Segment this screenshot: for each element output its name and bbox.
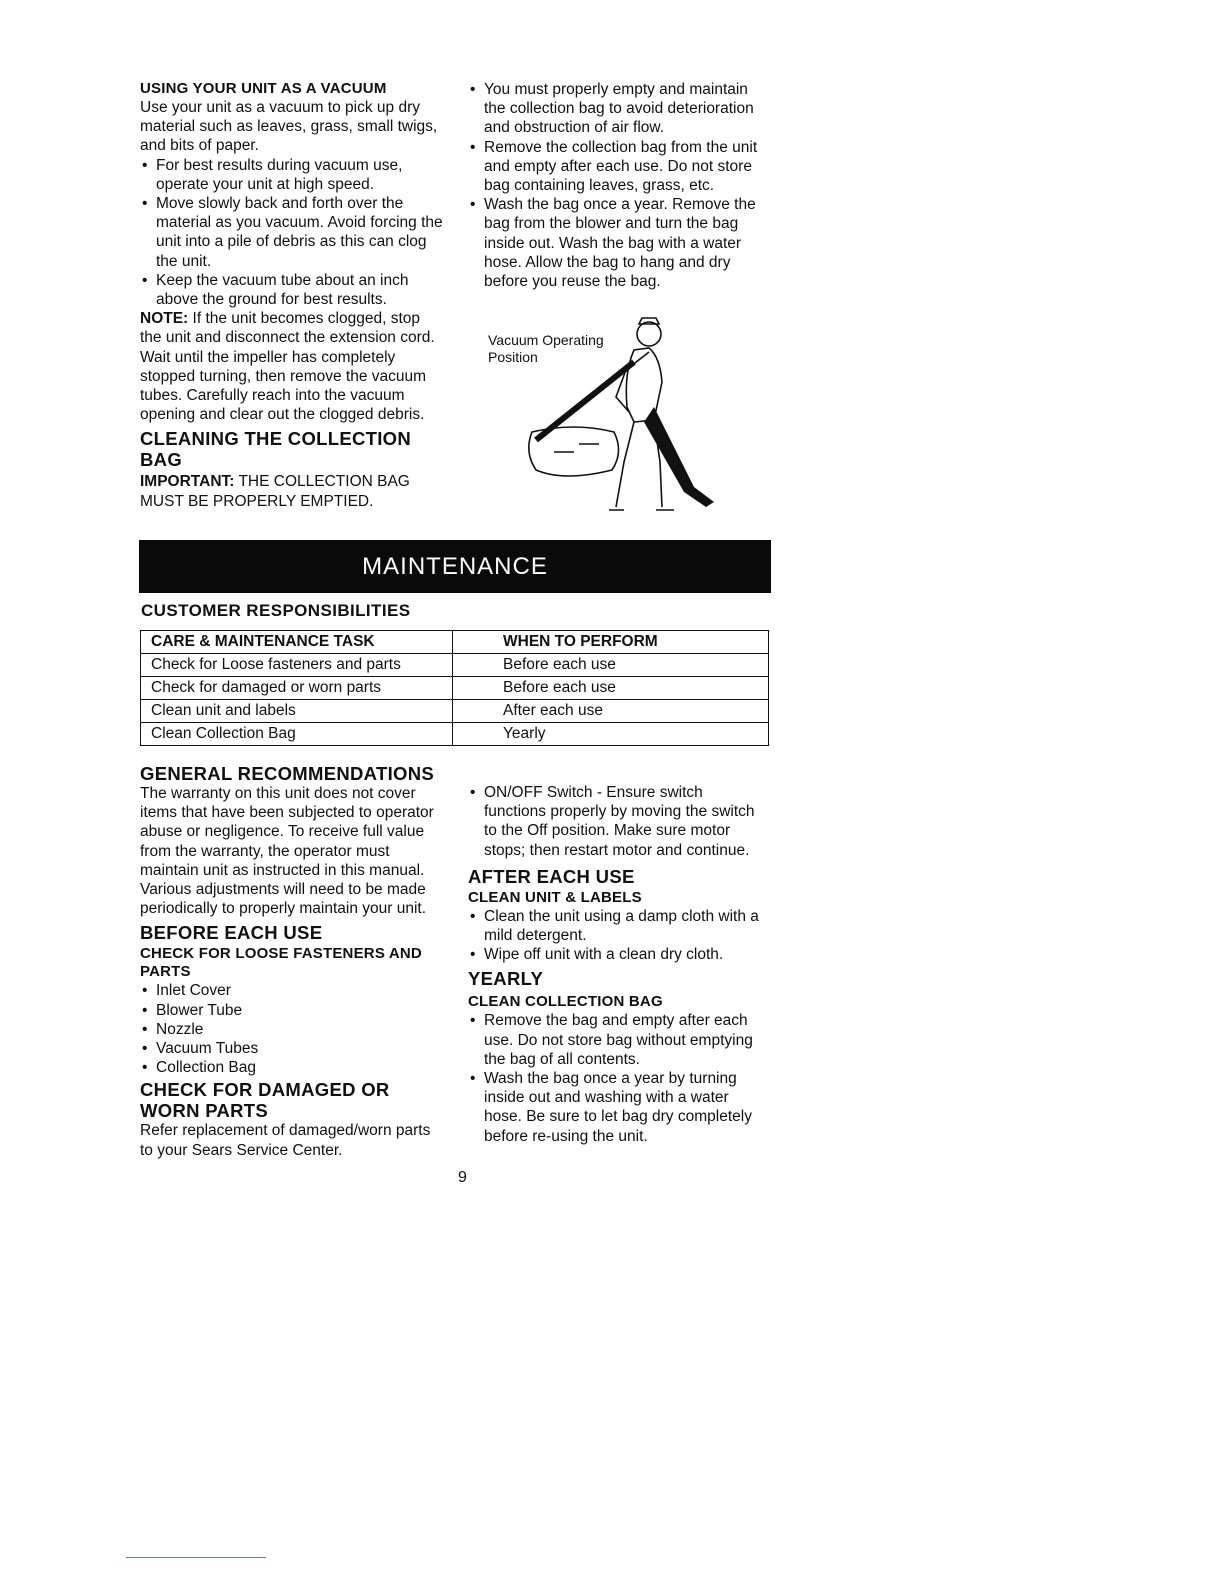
switch-list <box>468 783 768 860</box>
vacuum-bullet: • Keep the vacuum tube about an inch above the ground for best results. <box>140 271 445 309</box>
bag-bullet: • Remove the collection bag from the unit and empty after each use. Do not store bag containing leaves, grass, etc. <box>468 138 768 196</box>
general-text: The warranty on this unit does not cover items that have been subjected to operator abuse or negligence. To receive full value from the warranty, the operator must maintain unit as instructed in this manual. Various adjustments will need to be made periodically to properly maintain your unit. <box>140 785 434 918</box>
table-row <box>141 723 769 746</box>
table-cell: Yearly <box>453 723 769 746</box>
list-item: • Wash the bag once a year by turning inside out and washing with a water hose. Be sure to let bag dry completely before re-using the unit. <box>468 1069 768 1146</box>
table-row <box>141 677 769 700</box>
before-each-use-heading: BEFORE EACH USE <box>140 922 323 944</box>
figure-label-line2: Position <box>488 349 538 365</box>
vacuum-heading: USING YOUR UNIT AS A VACUUM <box>140 80 387 97</box>
list-item: • Remove the bag and empty after each use. Do not store bag without emptying the bag of all contents. <box>468 1011 768 1069</box>
table-row <box>141 654 769 677</box>
table-cell: After each use <box>453 700 769 723</box>
important-text: THE COLLECTION BAG MUST BE PROPERLY EMPTIED. <box>140 473 410 510</box>
figure-label-line1: Vacuum Operating <box>488 332 604 348</box>
general-heading: GENERAL RECOMMENDATIONS <box>140 763 435 784</box>
after-use-list <box>468 907 768 965</box>
list-item: • Vacuum Tubes <box>140 1039 445 1058</box>
loose-parts-list <box>140 981 445 1077</box>
vacuum-bullets <box>140 156 445 310</box>
bag-bullet: • You must properly empty and maintain the collection bag to avoid deterioration and obstruction of air flow. <box>468 80 768 138</box>
note-label: NOTE: <box>140 310 189 328</box>
table-row <box>141 700 769 723</box>
vacuum-bullet: • For best results during vacuum use, operate your unit at high speed. <box>140 156 445 194</box>
list-item: • Inlet Cover <box>140 981 445 1000</box>
check-damaged-text: Refer replacement of damaged/worn parts to your Sears Service Center. <box>140 1122 431 1159</box>
vacuum-operating-figure <box>484 312 734 522</box>
table-cell: Check for damaged or worn parts <box>141 677 453 700</box>
table-cell: Before each use <box>453 654 769 677</box>
maintenance-table <box>140 630 769 746</box>
maintenance-banner: MAINTENANCE <box>139 540 771 593</box>
table-header: WHEN TO PERFORM <box>453 631 769 654</box>
vacuum-section <box>140 80 445 511</box>
collection-bag-tips <box>468 80 768 291</box>
note-paragraph <box>140 309 445 424</box>
yearly-heading: YEARLY <box>468 968 544 990</box>
table-cell: Clean Collection Bag <box>141 723 453 746</box>
customer-responsibilities-title: CUSTOMER RESPONSIBILITIES <box>141 601 411 620</box>
important-paragraph <box>140 472 445 510</box>
footer-rule <box>126 1557 266 1558</box>
yearly-list <box>468 1011 768 1145</box>
bag-bullets <box>468 80 768 291</box>
table-cell: Check for Loose fasteners and parts <box>141 654 453 677</box>
check-loose-heading: CHECK FOR LOOSE FASTENERS AND PARTS <box>140 945 422 981</box>
general-section <box>140 763 445 1160</box>
list-item: • Nozzle <box>140 1020 445 1039</box>
important-label: IMPORTANT: <box>140 473 235 491</box>
clean-collection-bag-heading: CLEAN COLLECTION BAG <box>468 993 663 1011</box>
operator-illustration <box>484 312 734 522</box>
table-header: CARE & MAINTENANCE TASK <box>141 631 453 654</box>
after-each-use-heading: AFTER EACH USE <box>468 865 635 887</box>
check-damaged-heading: CHECK FOR DAMAGED OR WORN PARTS <box>140 1079 390 1122</box>
list-item: • Collection Bag <box>140 1058 445 1077</box>
page-number: 9 <box>458 1169 467 1186</box>
vacuum-intro: Use your unit as a vacuum to pick up dry material such as leaves, grass, small twigs, and bits of paper. <box>140 99 438 155</box>
table-cell: Before each use <box>453 677 769 700</box>
list-item: • Blower Tube <box>140 1001 445 1020</box>
list-item: • Wipe off unit with a clean dry cloth. <box>468 945 768 964</box>
list-item: • Clean the unit using a damp cloth with a mild detergent. <box>468 907 768 945</box>
table-cell: Clean unit and labels <box>141 700 453 723</box>
note-text: If the unit becomes clogged, stop the unit and disconnect the extension cord. Wait until the impeller has completely stopped turning, then remove the vacuum tubes. Carefully reach into the vacuum opening and clear out the clogged debris. <box>140 310 435 424</box>
bag-bullet: • Wash the bag once a year. Remove the bag from the blower and turn the bag inside out. Wash the bag with a water hose. Allow the bag to hang and dry before you reuse the bag. <box>468 195 768 291</box>
switch-item: • ON/OFF Switch - Ensure switch functions properly by moving the switch to the Off position. Make sure motor stops; then restart motor and continue. <box>468 783 768 860</box>
vacuum-bullet: • Move slowly back and forth over the material as you vacuum. Avoid forcing the unit into a pile of debris as this can clog the unit. <box>140 194 445 271</box>
clean-unit-labels-heading: CLEAN UNIT & LABELS <box>468 888 642 906</box>
cleaning-bag-heading: CLEANING THE COLLECTION BAG <box>140 428 412 471</box>
right-bottom-section <box>468 783 768 1146</box>
table-header-row <box>141 631 769 654</box>
